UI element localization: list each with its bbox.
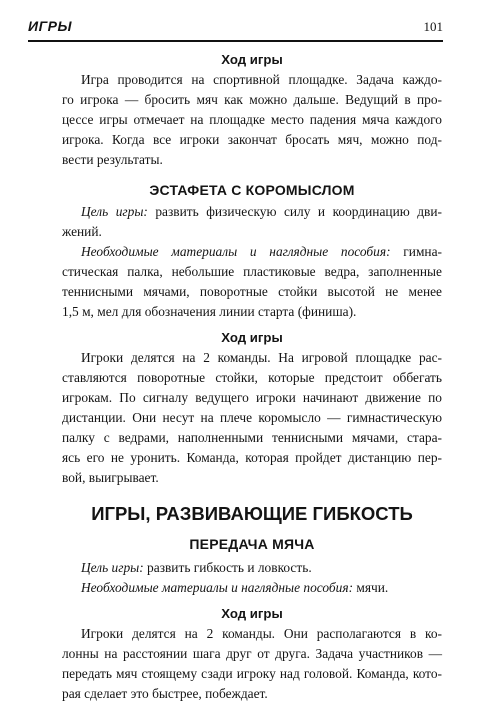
text-line: палку с ведрами, наполненными теннисными мячами, стара- bbox=[62, 430, 442, 445]
subheading-game-procedure: Ход игры bbox=[221, 52, 283, 67]
materials-text: мячи. bbox=[353, 580, 389, 595]
text-line: жений. bbox=[62, 224, 102, 239]
running-header bbox=[28, 18, 443, 42]
game-materials bbox=[62, 578, 442, 598]
page-content bbox=[62, 50, 442, 704]
game-title: ПЕРЕДАЧА МЯЧА bbox=[189, 536, 315, 552]
text-line: игрокам. По сигналу ведущего игроки начинают движение по bbox=[62, 390, 442, 405]
paragraph bbox=[62, 624, 442, 704]
text-line: передать мяч стоящему сзади игроку над головой. Команда, кото- bbox=[62, 666, 442, 681]
text-line: лонны на расстоянии шага друг от друга. Задача участников — bbox=[62, 646, 442, 661]
text-line: теннисными мячами, поворотные стойки высотой не менее bbox=[62, 284, 442, 299]
text-line: стическая палка, небольшие пластиковые ведра, заполненные bbox=[62, 264, 442, 279]
text-line: рая сделает это быстрее, побеждает. bbox=[62, 686, 268, 701]
text-line: Игроки делятся на 2 команды. Они располагаются в ко- bbox=[81, 626, 442, 641]
game-materials bbox=[62, 242, 442, 322]
subheading-game-procedure: Ход игры bbox=[221, 330, 283, 345]
text-line: ясь его не уронить. Команда, которая пройдет дистанцию пер- bbox=[62, 450, 442, 465]
materials-label: Необходимые материалы и наглядные пособия: bbox=[81, 244, 391, 259]
game-goal bbox=[62, 202, 442, 242]
materials-text: гимна- bbox=[390, 244, 442, 259]
text-line: ставляются поворотные стойки, которые предстоит оббегать bbox=[62, 370, 442, 385]
text-line: го игрока — бросить мяч как можно дальше. Ведущий в про- bbox=[62, 92, 442, 107]
text-line bbox=[62, 558, 442, 578]
page-number: 101 bbox=[423, 19, 443, 34]
text-line bbox=[62, 578, 442, 598]
section-title: ИГРЫ, РАЗВИВАЮЩИЕ ГИБКОСТЬ bbox=[91, 503, 413, 524]
text-line: вести результаты. bbox=[62, 152, 163, 167]
game-title: ЭСТАФЕТА С КОРОМЫСЛОМ bbox=[149, 182, 355, 198]
paragraph bbox=[62, 348, 442, 488]
text-line bbox=[62, 202, 442, 222]
text-line: игрока. Когда все игроки закончат бросать мяч, можно под- bbox=[62, 132, 442, 147]
text-line: вой, выигрывает. bbox=[62, 470, 159, 485]
running-header-title: ИГРЫ bbox=[28, 18, 72, 34]
goal-label: Цель игры: bbox=[81, 560, 144, 575]
goal-label: Цель игры: bbox=[81, 204, 148, 219]
text-line: 1,5 м, мел для обозначения линии старта (финиша). bbox=[62, 304, 357, 319]
materials-label: Необходимые материалы и наглядные пособия: bbox=[81, 580, 354, 595]
text-line bbox=[62, 242, 442, 262]
text-line: Игроки делятся на 2 команды. На игровой площадке рас- bbox=[81, 350, 442, 365]
goal-text: развить физическую силу и координацию дви- bbox=[147, 204, 442, 219]
paragraph bbox=[62, 70, 442, 170]
text-line: дистанции. Они несут на плече коромысло — гимнастическую bbox=[62, 410, 442, 425]
subheading-game-procedure: Ход игры bbox=[221, 606, 283, 621]
game-goal bbox=[62, 558, 442, 578]
text-line: цессе игры отмечает на площадке место падения мяча каждого bbox=[62, 112, 442, 127]
text-line: Игра проводится на спортивной площадке. Задача каждо- bbox=[81, 72, 442, 87]
goal-text: развить гибкость и ловкость. bbox=[143, 560, 312, 575]
